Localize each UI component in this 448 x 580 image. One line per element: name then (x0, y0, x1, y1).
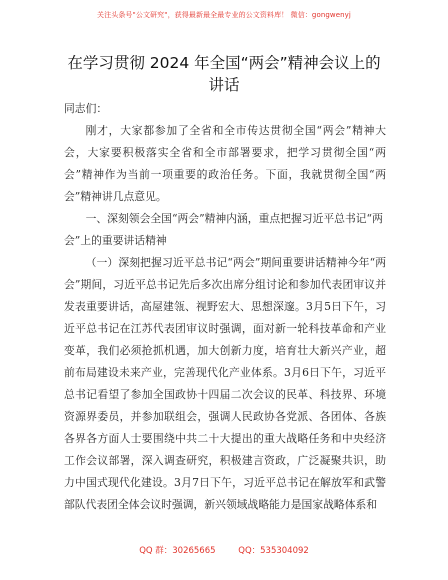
promo-banner: 关注头条号"公文研究"，获得最新最全最专业的公文资料库！ 微信：gongwenyj (97, 11, 351, 19)
title-line-1: 在学习贯彻 2024 年全国“两会”精神会议上的 (67, 54, 381, 72)
footer-qq: QQ：535304092 (238, 546, 309, 556)
page-title (40, 52, 408, 96)
paragraph-section-1-1: （一）深刻把握习近平总书记“两会”期间重要讲话精神今年“两会”期间，习近平总书记先后多次出席分组讨论和参加代表团审议并发表重要讲话，高屋建瓴、视野宏大、思想深邃。3月5日下午，习近平总书记在江苏代表团审议时强调，面对新一轮科技革命和产业变革，我们必须抢抓机遇，加大创新力度，培育壮大新兴产业，超前布局建设未来产业，完善现代化产业体系。3月6日下午，习近平总书记看望了参加全国政协十四届二次会议的民革、科技界、环境资源界委员，并参加联组会，强调人民政协各党派、各团体、各族各界各方面人士要围绕中共二十大提出的重大战略任务和中央经济工作会议部署，深入调查研究，积极建言资政，广泛凝聚共识，助力中国式现代化建设。3月7日下午，习近平总书记在解放军和武警部队代表团全体会议时强调，新兴领域战略能力是国家战略体系和 (64, 256, 386, 511)
footer-qq-group: QQ 群：30265665 (139, 546, 216, 556)
section-heading-1: 一、深刻领会全国“两会”精神内涵，重点把握习近平总书记“两会”上的重要讲话精神 (64, 212, 383, 247)
document-body (64, 98, 386, 516)
footer-contact (0, 544, 448, 556)
title-line-2: 讲话 (208, 76, 240, 94)
salutation: 同志们： (64, 102, 108, 115)
paragraph-intro: 刚才，大家都参加了全省和全市传达贯彻全国“两会”精神大会，大家要积极落实全省和全市部署要求，把学习贯彻全国“两会”精神作为当前一项重要的政治任务。下面，我就贯彻全国“两会”精神讲几点意见。 (64, 124, 386, 203)
